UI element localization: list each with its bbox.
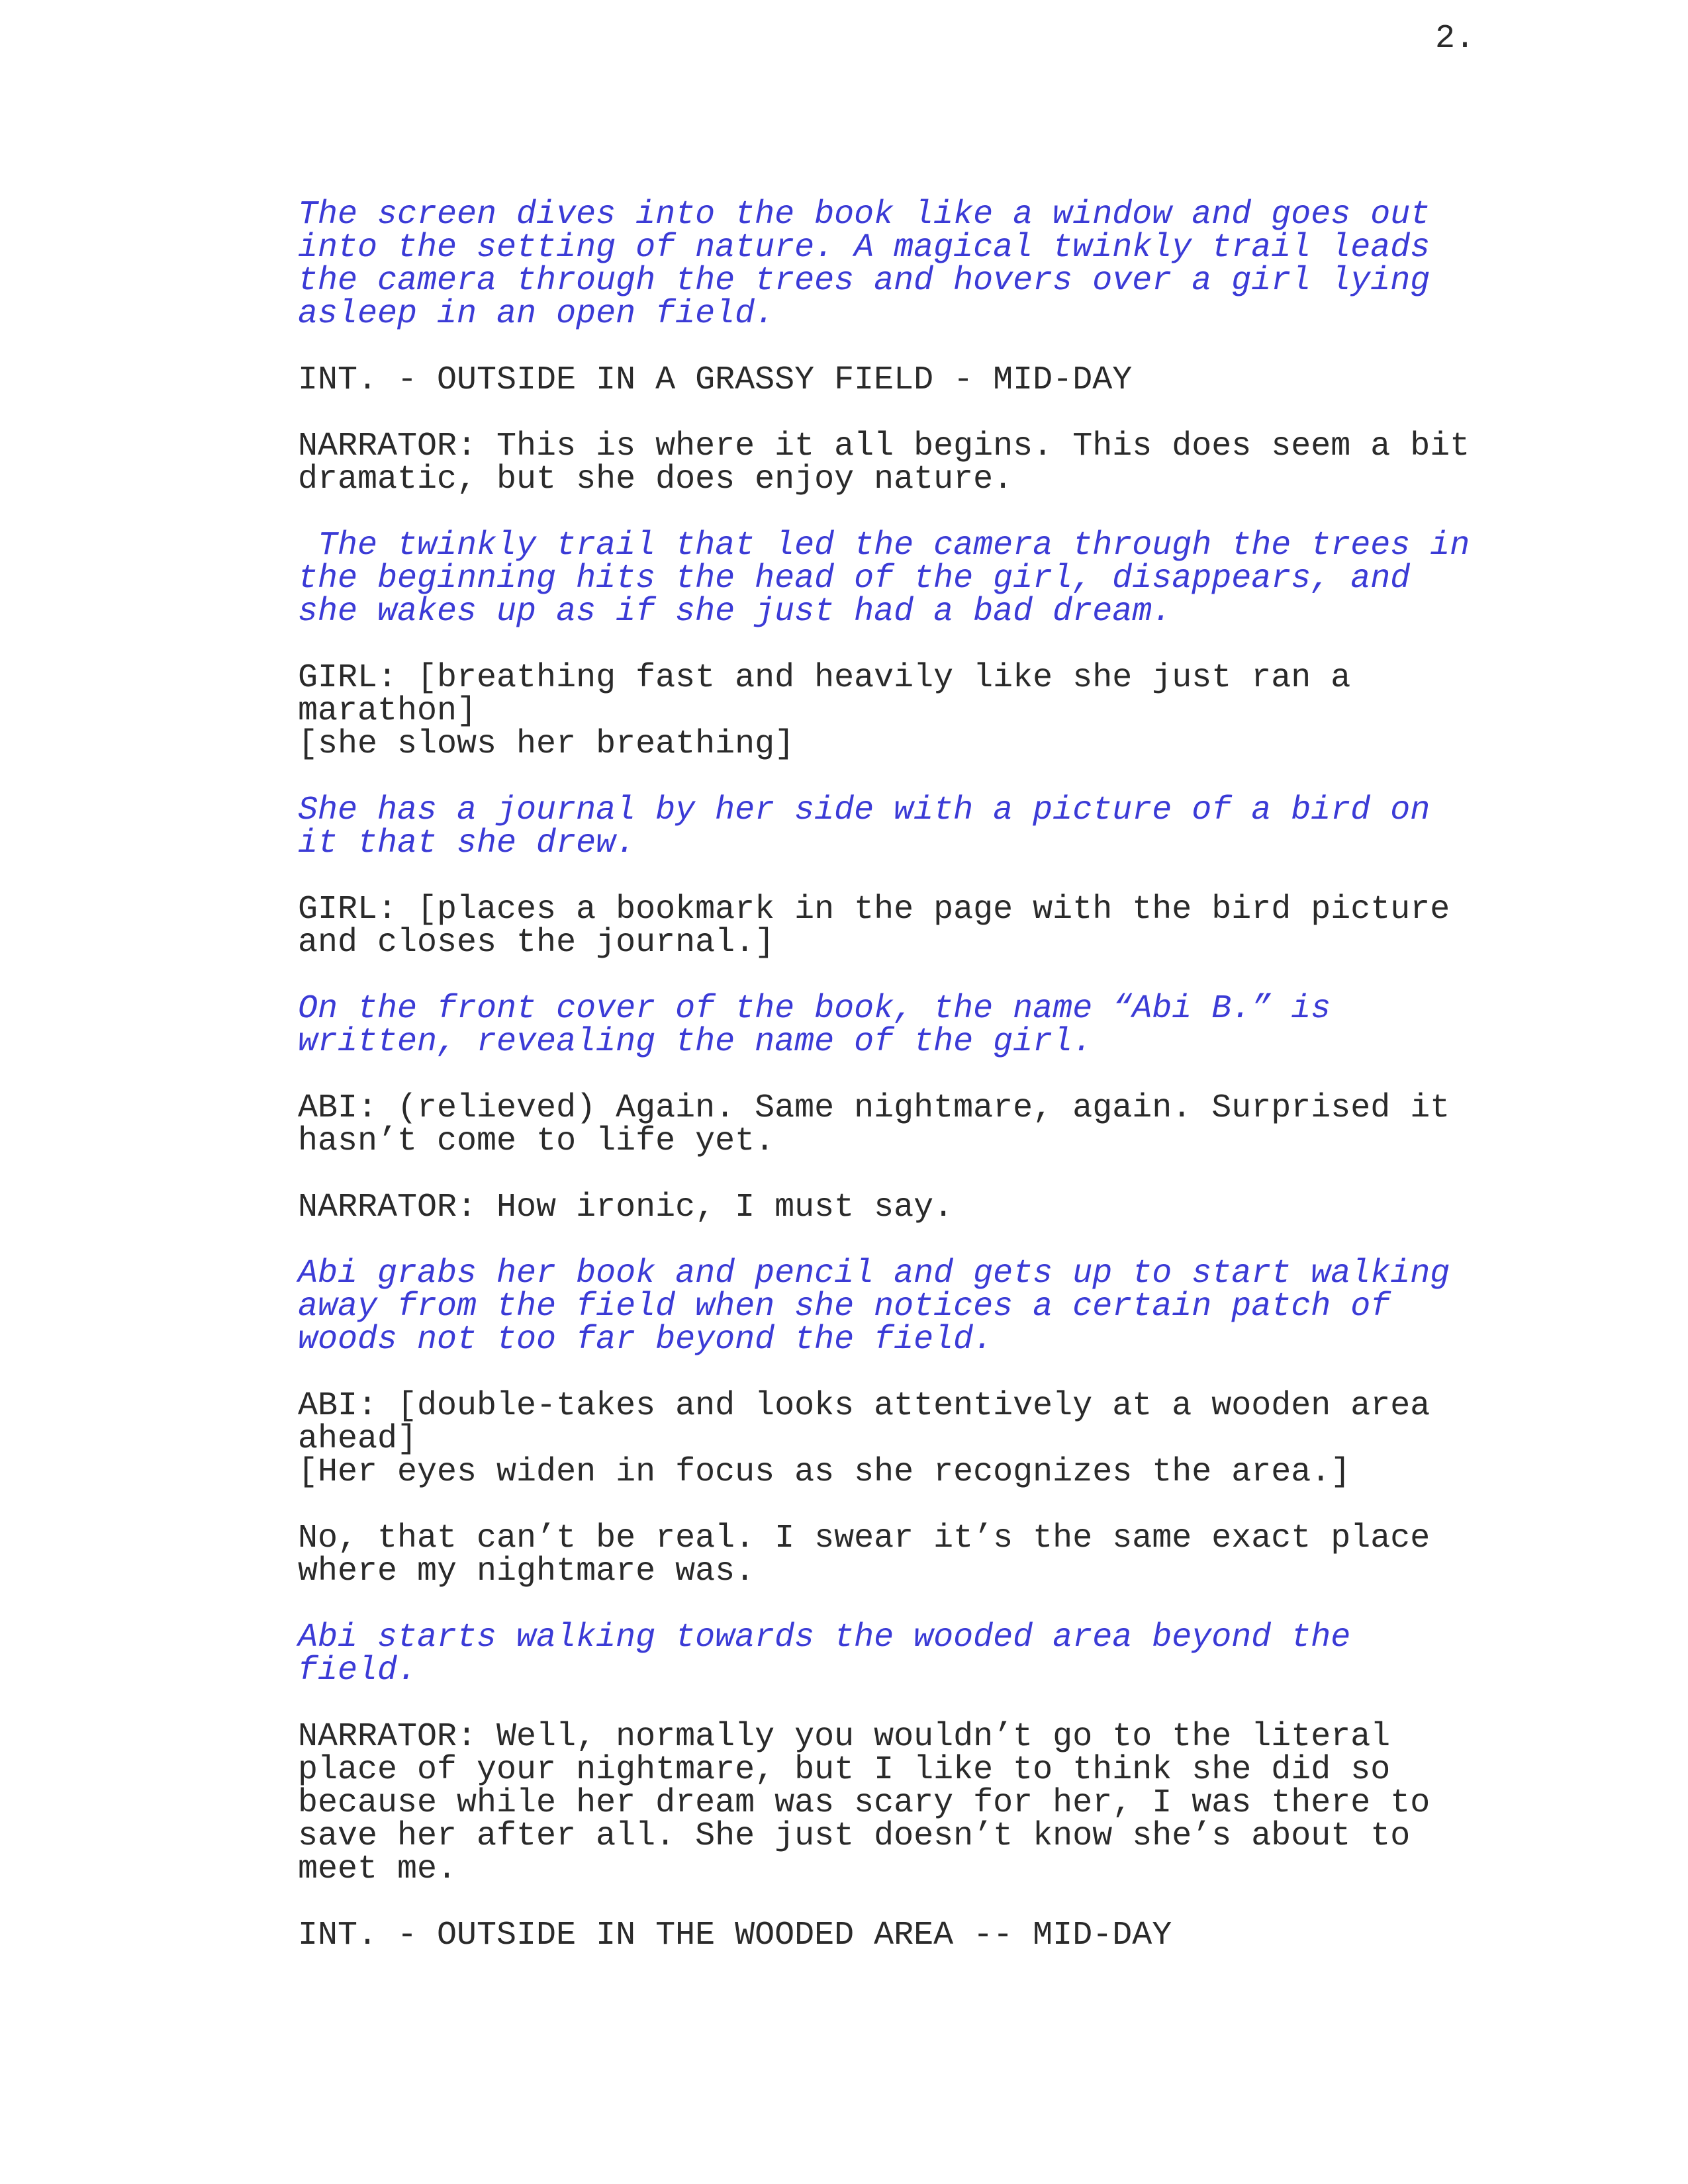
action-block — [298, 794, 1556, 860]
action-block — [298, 196, 1556, 333]
script-line: and closes the journal.] — [298, 924, 775, 962]
dialogue-block — [298, 659, 1556, 763]
dialogue-block — [298, 1191, 1556, 1224]
script-line: GIRL: [places a bookmark in the page with the bird picture — [298, 891, 1450, 929]
script-line: she wakes up as if she just had a bad dream. — [298, 593, 1172, 631]
script-line: where my nightmare was. — [298, 1553, 755, 1590]
script-line: [she slows her breathing] — [298, 725, 795, 763]
dialogue-block — [298, 1718, 1556, 1888]
script-line: The screen dives into the book like a window and goes out — [298, 196, 1430, 234]
script-line: woods not too far beyond the field. — [298, 1321, 994, 1359]
script-line: place of your nightmare, but I like to think she did so — [298, 1751, 1391, 1789]
script-line: Abi starts walking towards the wooded area beyond the — [298, 1619, 1351, 1657]
script-line: dramatic, but she does enjoy nature. — [298, 461, 1013, 498]
script-line: ahead] — [298, 1420, 418, 1458]
script-line: away from the field when she notices a certain patch of — [298, 1288, 1391, 1326]
script-line: into the setting of nature. A magical twinkly trail leads — [298, 229, 1430, 267]
script-line: save her after all. She just doesn’t know she’s about to — [298, 1817, 1411, 1855]
script-line: because while her dream was scary for her, I was there to — [298, 1784, 1430, 1822]
script-line: INT. - OUTSIDE IN THE WOODED AREA -- MID-DAY — [298, 1917, 1172, 1954]
script-line: No, that can’t be real. I swear it’s the same exact place — [298, 1520, 1430, 1557]
script-line: The twinkly trail that led the camera through the trees in — [298, 527, 1470, 565]
script-line: On the front cover of the book, the name “Abi B.” is — [298, 990, 1331, 1028]
script-line: ABI: [double-takes and looks attentively at a wooden area — [298, 1387, 1430, 1425]
dialogue-block — [298, 1089, 1556, 1160]
script-line: NARRATOR: How ironic, I must say. — [298, 1189, 954, 1226]
script-line: [Her eyes widen in focus as she recognizes the area.] — [298, 1453, 1351, 1491]
action-block — [298, 1257, 1556, 1357]
dialogue-block — [298, 430, 1556, 496]
scene-heading — [298, 1919, 1556, 1952]
script-line: hasn’t come to life yet. — [298, 1122, 775, 1160]
script-body — [298, 196, 1556, 1985]
action-block — [298, 1621, 1556, 1688]
scene-heading — [298, 361, 1556, 399]
script-line: marathon] — [298, 692, 477, 730]
dialogue-block — [298, 893, 1556, 960]
script-line: GIRL: [breathing fast and heavily like she just ran a — [298, 659, 1351, 697]
script-line: written, revealing the name of the girl. — [298, 1023, 1093, 1061]
script-line: meet me. — [298, 1850, 457, 1888]
script-line: field. — [298, 1652, 418, 1690]
page-number: 2. — [1435, 20, 1476, 58]
action-block — [298, 529, 1556, 629]
dialogue-block — [298, 1387, 1556, 1491]
script-line: it that she drew. — [298, 825, 636, 862]
script-line: Abi grabs her book and pencil and gets up to start walking — [298, 1255, 1450, 1293]
dialogue-block — [298, 1522, 1556, 1588]
script-line: NARRATOR: Well, normally you wouldn’t go to the literal — [298, 1718, 1391, 1756]
script-line: the beginning hits the head of the girl, disappears, and — [298, 560, 1411, 598]
script-line: She has a journal by her side with a picture of a bird on — [298, 792, 1430, 829]
script-line: ABI: (relieved) Again. Same nightmare, again. Surprised it — [298, 1089, 1450, 1127]
action-block — [298, 990, 1556, 1061]
script-line: NARRATOR: This is where it all begins. This does seem a bit — [298, 428, 1470, 465]
script-line: asleep in an open field. — [298, 295, 775, 333]
script-line: INT. - OUTSIDE IN A GRASSY FIELD - MID-DAY — [298, 361, 1133, 399]
script-line: the camera through the trees and hovers over a girl lying — [298, 262, 1430, 300]
